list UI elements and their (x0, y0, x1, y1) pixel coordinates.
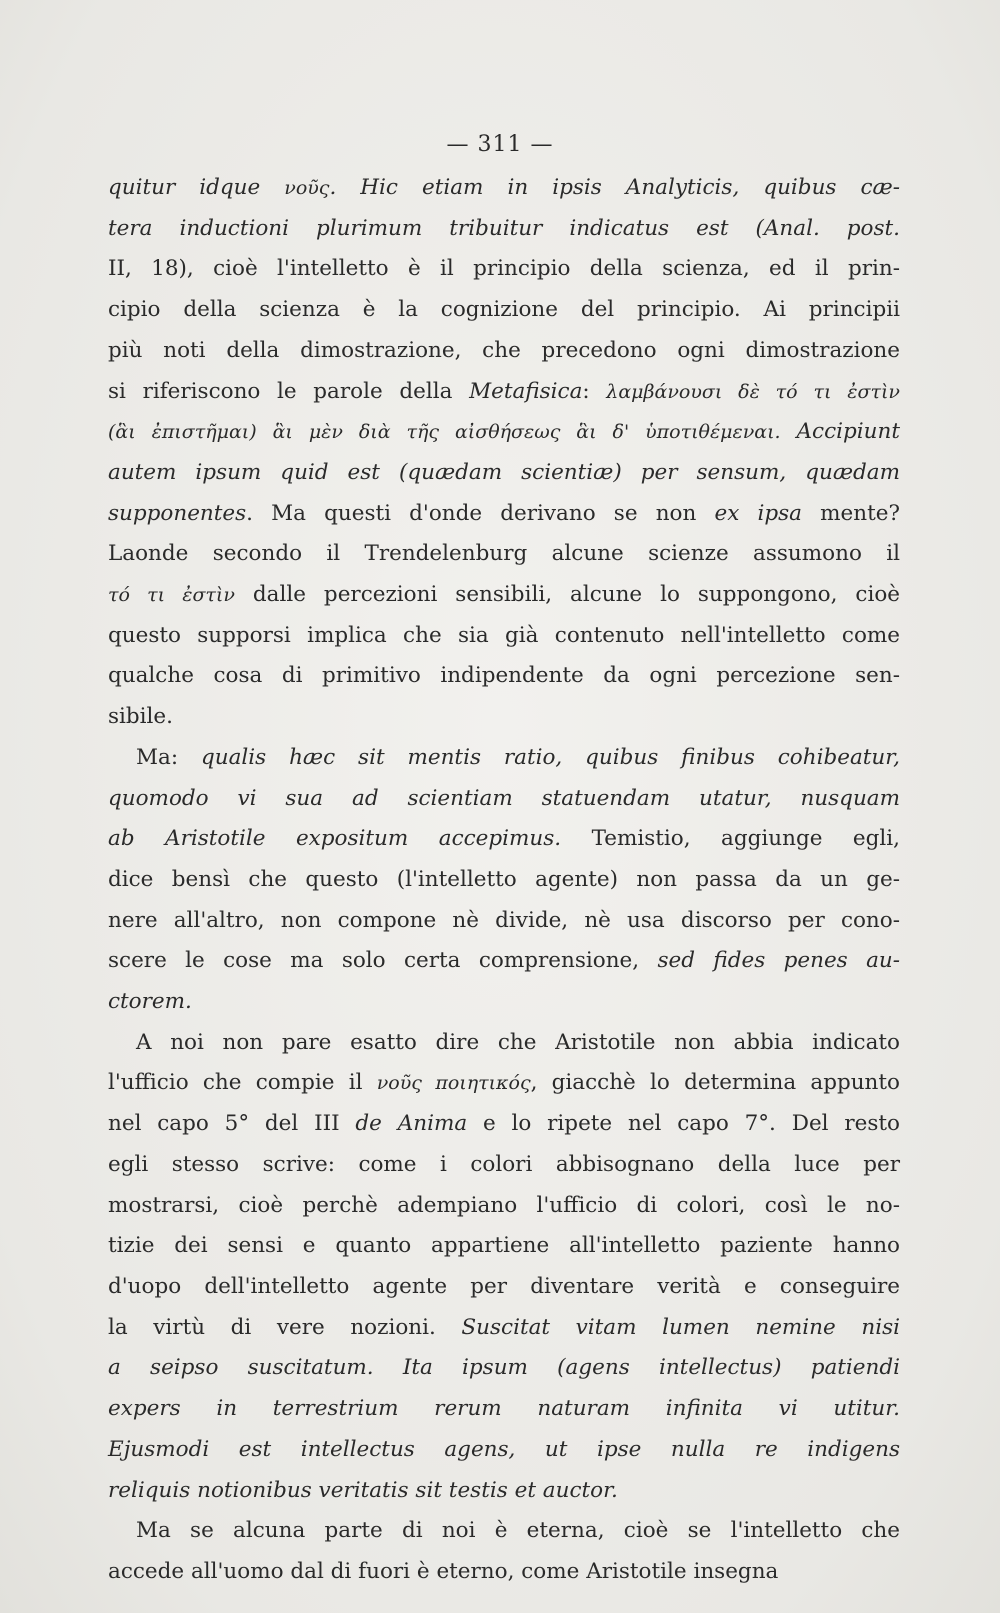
text-line (108, 331, 900, 372)
text-segment: Temistio, aggiunge egli, (561, 826, 901, 852)
text-segment: λαμβάνουσι δὲ τό τι ἐστὶν (606, 380, 900, 403)
text-line (108, 1471, 900, 1512)
text-line (108, 982, 900, 1023)
text-line (108, 1186, 900, 1227)
text-line (108, 1389, 900, 1430)
page-number: — 311 — (446, 132, 554, 157)
text-line (108, 1145, 900, 1186)
text-line (108, 453, 900, 494)
text-segment: più noti della dimostrazione, che precedono ogni dimostrazione (108, 337, 900, 363)
text-line (108, 412, 900, 453)
text-line (108, 779, 900, 820)
body-text (108, 168, 900, 1593)
text-line (108, 1104, 900, 1145)
text-segment: dice bensì che questo (l'intelletto agente) non passa da un ge- (108, 866, 900, 892)
text-segment: Suscitat vitam lumen nemine nisi (461, 1314, 900, 1340)
text-segment: Metafisica (469, 378, 583, 404)
text-segment: Accipiunt (796, 419, 900, 445)
text-segment: ab Aristotile expositum accepimus. (108, 826, 562, 852)
text-segment: dalle percezioni sensibili, alcune lo suppongono, cioè (234, 582, 900, 608)
text-segment: accede all'uomo dal di fuori è eterno, come Aristotile insegna (108, 1558, 779, 1584)
text-segment: reliquis notionibus veritatis sit testis et auctor. (108, 1477, 618, 1503)
text-segment: (ἃι ἐπιστῆμαι) ἃι μὲν διὰ τῆς αἰσθήσεως ἃι δ' ὑποτιθέμεναι. (108, 421, 797, 444)
text-line (108, 819, 900, 860)
text-line (108, 941, 900, 982)
text-segment: A noi non pare esatto dire che Aristotile non abbia indicato (136, 1029, 900, 1055)
text-segment: Ma: (136, 744, 201, 770)
text-segment: d'uopo dell'intelletto agente per diventare verità e conseguire (108, 1273, 900, 1299)
text-line (108, 1348, 900, 1389)
text-segment: cipio della scienza è la cognizione del principio. Ai principii (108, 297, 900, 323)
text-line (108, 1430, 900, 1471)
text-segment: νοῦς (284, 177, 330, 199)
text-segment: , giacchè lo determina appunto (530, 1070, 900, 1096)
text-segment: la virtù di vere nozioni. (108, 1314, 462, 1340)
text-segment: nere all'altro, non compone nè divide, nè usa discorso per cono- (108, 907, 900, 933)
text-segment: quomodo vi sua ad scientiam statuendam utatur, nusquam (108, 785, 900, 811)
text-segment: mostrarsi, cioè perchè adempiano l'ufficio di colori, così le no- (108, 1192, 900, 1218)
text-segment: τό τι ἐστὶν (108, 584, 235, 607)
text-line (108, 575, 900, 616)
text-segment: Laonde secondo il Trendelenburg alcune scienze assumono il (108, 541, 900, 567)
text-segment: . Ma questi d'onde derivano se non (246, 500, 715, 526)
text-segment: ex ipsa (714, 500, 802, 526)
text-line (108, 494, 900, 535)
text-segment: qualis hæc sit mentis ratio, quibus finibus cohibeatur, (200, 744, 900, 770)
text-segment: e lo ripete nel capo 7°. Del resto (467, 1111, 900, 1137)
text-line (108, 209, 900, 250)
text-line (108, 249, 900, 290)
text-line (108, 697, 900, 738)
text-line (108, 616, 900, 657)
text-line (108, 901, 900, 942)
text-segment: sed fides penes au- (657, 948, 900, 974)
text-segment: autem ipsum quid est (quædam scientiæ) per sensum, quædam (108, 459, 900, 485)
text-line (108, 1063, 900, 1104)
text-segment: de Anima (355, 1111, 468, 1137)
text-segment: scere le cose ma solo certa comprensione, (108, 948, 658, 974)
text-segment: supponentes (108, 500, 247, 526)
text-segment: quitur idque (108, 175, 285, 200)
text-segment: : (582, 378, 607, 404)
text-segment: expers in terrestrium rerum naturam infinita vi utitur. (108, 1396, 900, 1422)
text-segment: nel capo 5° del III (108, 1111, 356, 1137)
text-segment: . Hic etiam in ipsis Analyticis, quibus cæ- (329, 175, 900, 200)
text-segment: II, 18), cioè l'intelletto è il principio della scienza, ed il prin- (108, 256, 900, 282)
text-segment: egli stesso scrive: come i colori abbisognano della luce per (108, 1151, 900, 1177)
text-segment: Ma se alcuna parte di noi è eterna, cioè se l'intelletto che (136, 1518, 900, 1544)
text-line (108, 372, 900, 413)
text-line (108, 860, 900, 901)
text-line (108, 1511, 900, 1552)
text-line (108, 290, 900, 331)
text-line (108, 1023, 900, 1064)
text-segment: νοῦς ποιητικός (376, 1072, 531, 1095)
text-line (108, 656, 900, 697)
text-segment: qualche cosa di primitivo indipendente da ogni percezione sen- (108, 663, 900, 689)
text-segment: Ejusmodi est intellectus agens, ut ipse nulla re indigens (108, 1436, 900, 1462)
text-segment: tizie dei sensi e quanto appartiene all'intelletto paziente hanno (108, 1233, 900, 1259)
text-segment: mente? (802, 500, 900, 526)
text-segment: l'ufficio che compie il (108, 1070, 377, 1096)
text-segment: tera inductioni plurimum tribuitur indicatus est (Anal. post. (108, 215, 900, 241)
text-line (108, 1552, 900, 1593)
text-segment: si riferiscono le parole della (108, 378, 470, 404)
text-line (108, 1308, 900, 1349)
text-line (108, 738, 900, 779)
text-line (108, 1226, 900, 1267)
text-segment: questo supporsi implica che sia già contenuto nell'intelletto come (108, 622, 900, 648)
text-line (108, 1267, 900, 1308)
text-segment: sibile. (108, 704, 173, 730)
text-segment: ctorem. (108, 989, 192, 1015)
text-line (108, 168, 900, 209)
text-segment: a seipso suscitatum. Ita ipsum (agens intellectus) patiendi (108, 1355, 900, 1381)
text-line (108, 534, 900, 575)
